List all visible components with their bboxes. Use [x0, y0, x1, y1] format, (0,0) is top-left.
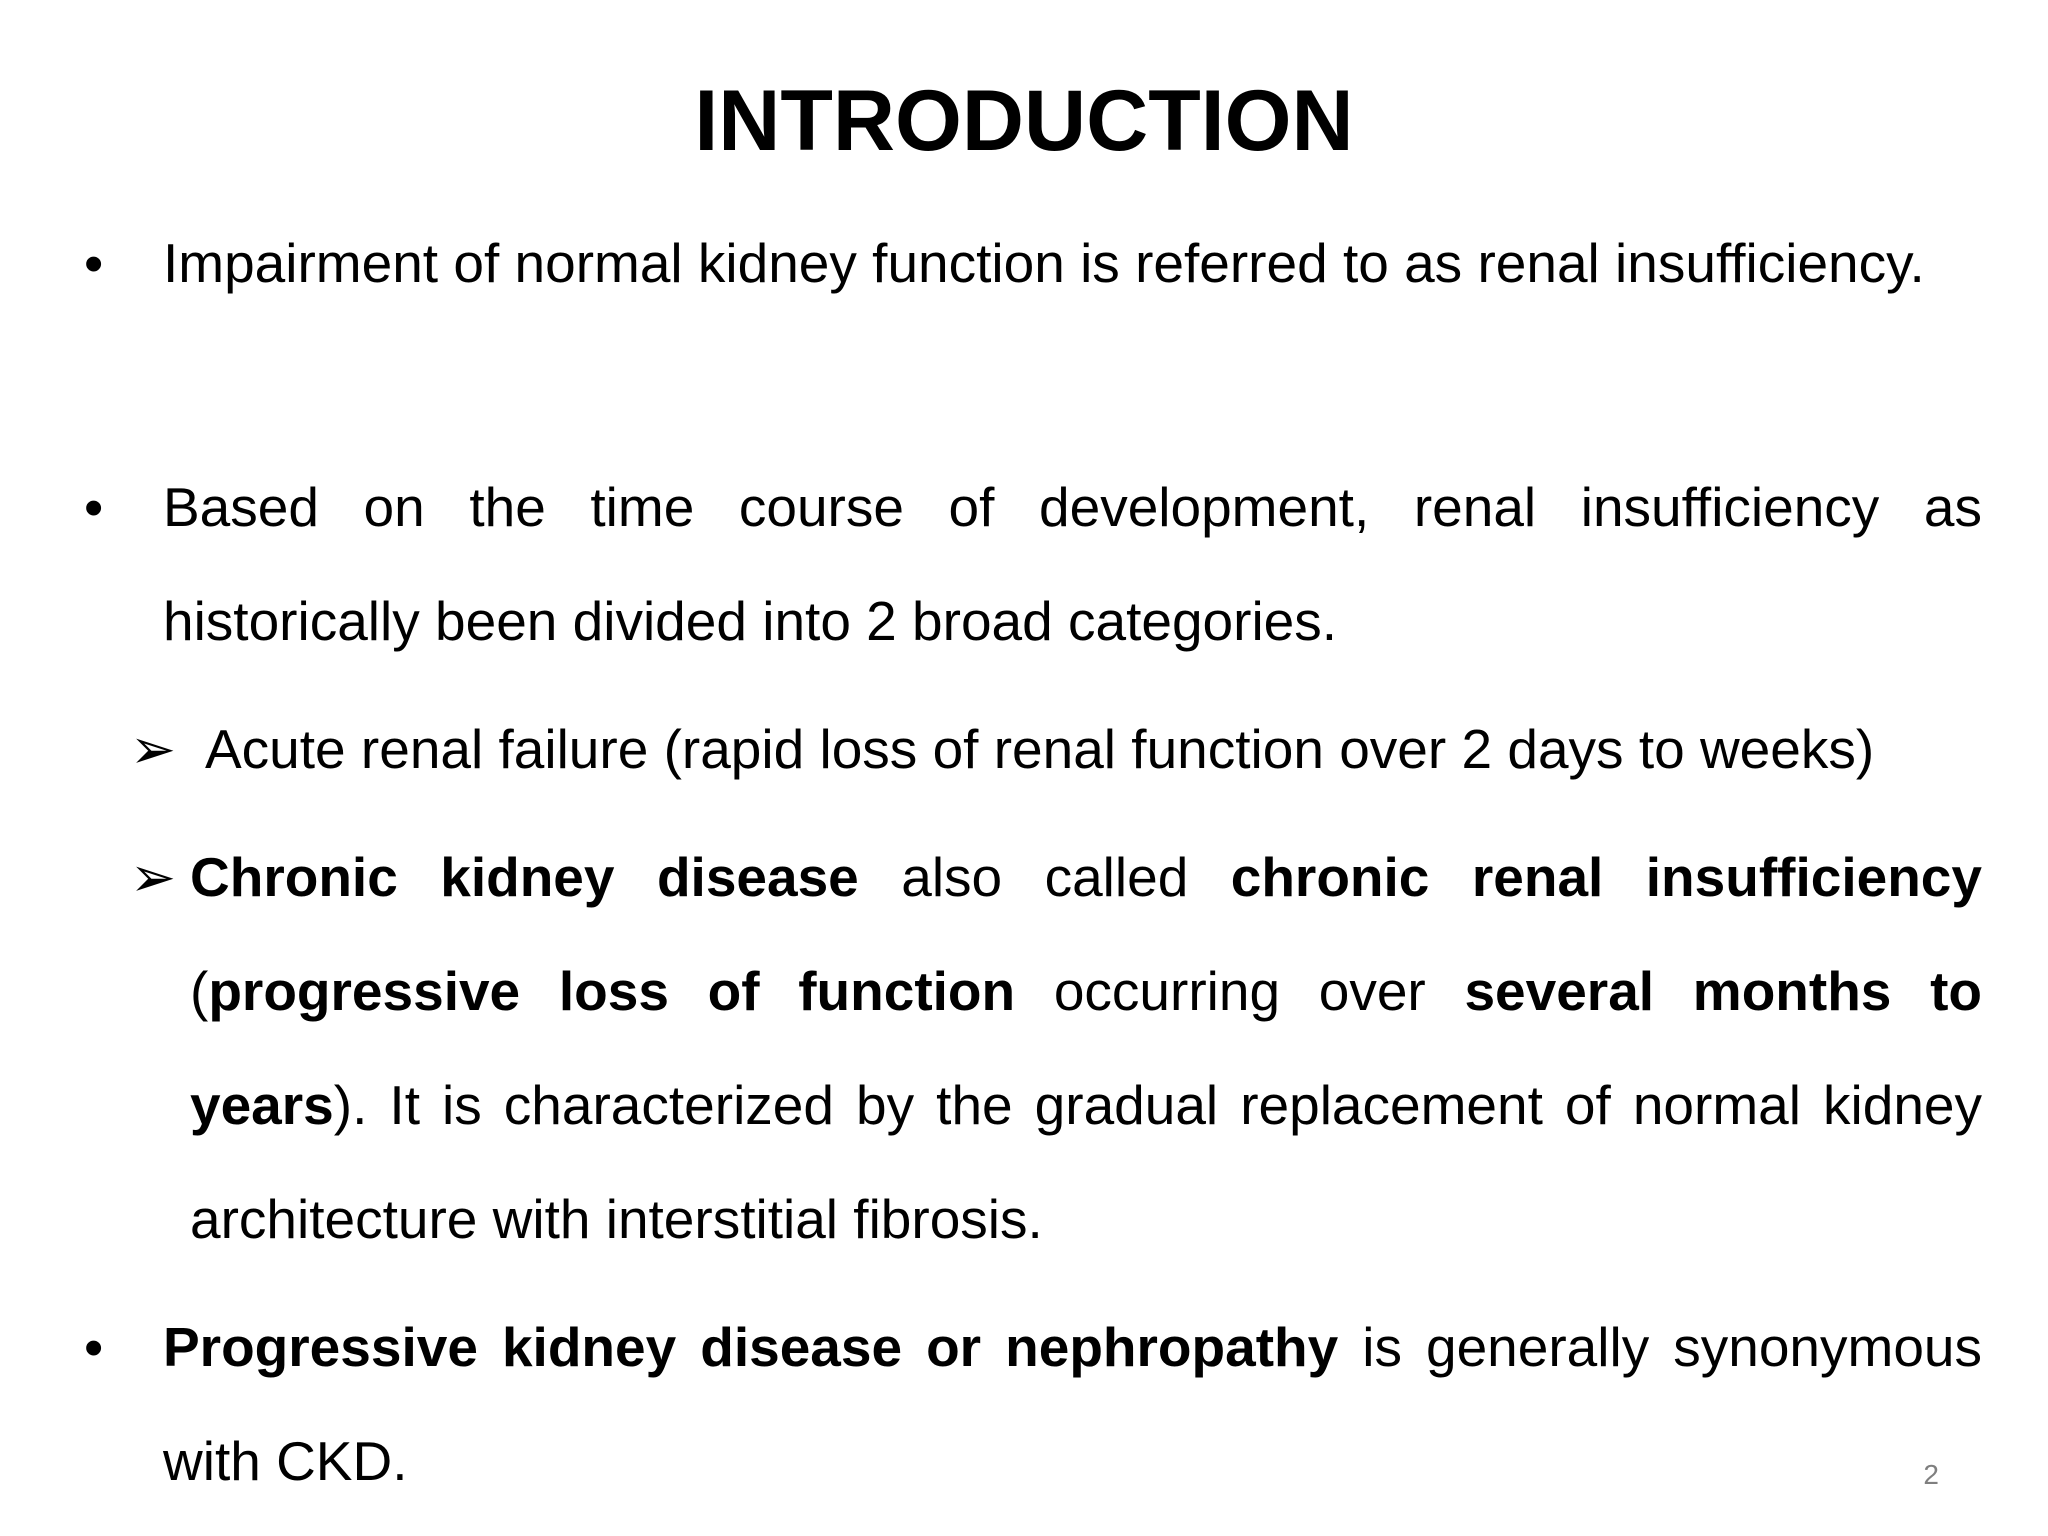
bullet-2-text: Based on the time course of development, renal insufficiency as historically been divided into 2 broad categories.	[163, 476, 1982, 652]
term-chronic-renal-insufficiency: chronic renal insufficiency	[1230, 846, 1982, 908]
bullet-1-text: Impairment of normal kidney function is referred to as renal insufficiency.	[163, 232, 1925, 294]
slide-title: INTRODUCTION	[694, 73, 1354, 169]
arrow-bullet-icon: ➢	[130, 718, 177, 780]
bullet-marker: •	[84, 476, 104, 538]
arrow-bullet-icon: ➢	[130, 846, 177, 908]
bullet-marker: •	[84, 1316, 104, 1378]
sub-bullet-1-text: Acute renal failure (rapid loss of renal function over 2 days to weeks)	[205, 718, 1875, 780]
text-segment: occurring over	[1015, 960, 1465, 1022]
term-chronic-kidney-disease: Chronic kidney disease	[190, 846, 859, 908]
page-number: 2	[1923, 1459, 1939, 1490]
bullet-marker: •	[84, 232, 104, 294]
sub-bullet-2-text	[190, 820, 1982, 1276]
term-progressive-kidney-disease: Progressive kidney disease or nephropathy	[163, 1316, 1339, 1378]
text-segment: is generally synonymous with CKD.	[163, 1316, 1983, 1492]
text-segment: (	[190, 960, 209, 1022]
text-segment: ). It is characterized by the gradual replacement of normal kidney architecture with interstitial fibrosis.	[190, 1074, 1982, 1250]
bullet-3-text	[163, 1290, 1982, 1518]
term-progressive-loss: progressive loss of function	[208, 960, 1016, 1022]
text-segment: also called	[858, 846, 1231, 908]
term-several-months: several months to years	[190, 960, 1983, 1136]
